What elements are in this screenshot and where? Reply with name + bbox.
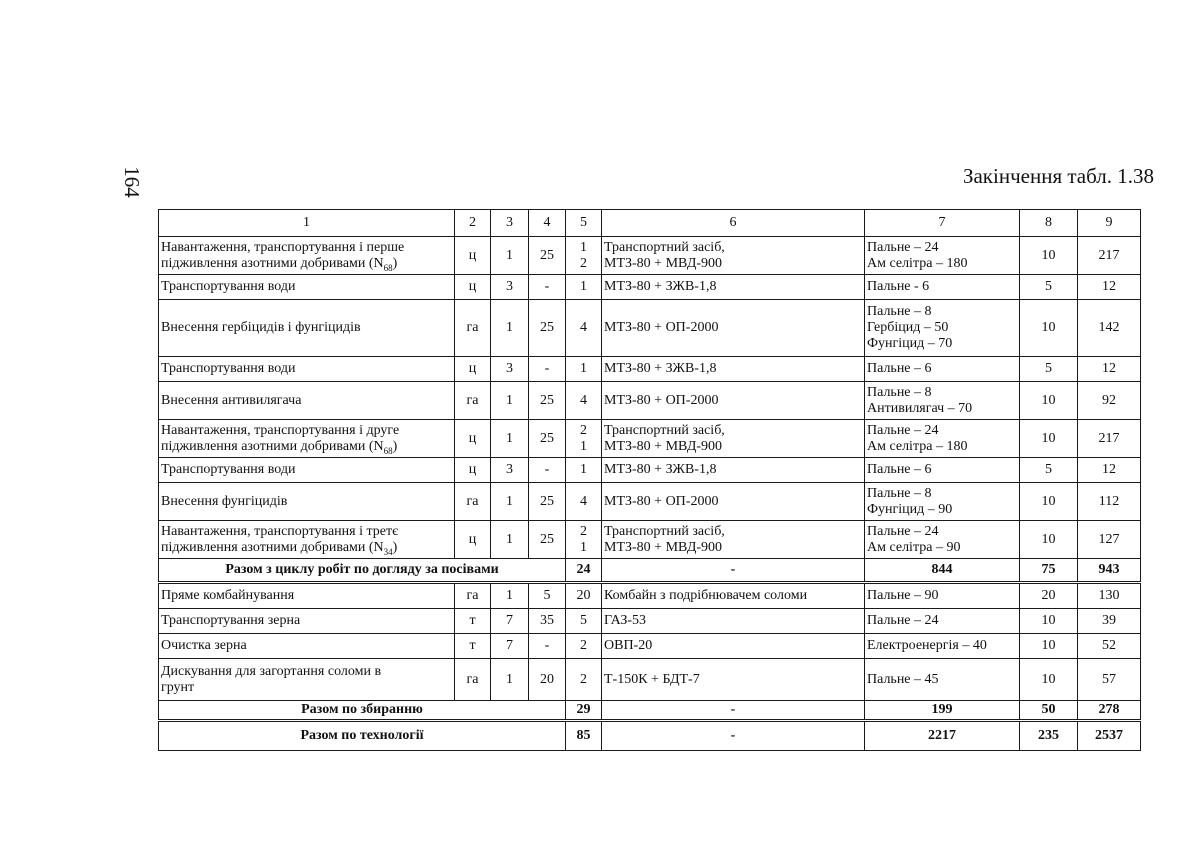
unit-cell: т — [455, 634, 491, 659]
total-label: Разом з циклу робіт по догляду за посівами — [159, 559, 566, 583]
unit-cell: ц — [455, 521, 491, 559]
total-col9: 2537 — [1078, 721, 1141, 751]
resources-cell — [865, 609, 1020, 634]
page-number: 164 — [120, 166, 144, 198]
col8-cell: 5 — [1020, 458, 1078, 483]
operation-cell — [159, 634, 455, 659]
col9-cell: 130 — [1078, 583, 1141, 609]
operation-text: підживлення азотними добривами (N — [161, 438, 384, 454]
col5-line: 1 — [580, 539, 587, 555]
operation-line: Транспортування води — [161, 361, 296, 376]
col3-cell: 7 — [491, 634, 529, 659]
col9-cell: 57 — [1078, 659, 1141, 701]
resource-line: Ам селітра – 180 — [867, 255, 968, 271]
resource-line: Пальне – 8 — [867, 384, 932, 400]
col3-cell: 1 — [491, 521, 529, 559]
resources-cell — [865, 420, 1020, 458]
resource-line: Пальне – 90 — [867, 588, 939, 603]
resource-line: Пальне – 8 — [867, 304, 932, 319]
nutrient-subscript: 68 — [383, 262, 393, 273]
unit-cell: т — [455, 609, 491, 634]
col5-cell — [566, 609, 602, 634]
machinery-cell — [602, 458, 865, 483]
col3-cell: 1 — [491, 583, 529, 609]
col3-cell: 3 — [491, 357, 529, 382]
table-row — [159, 237, 1141, 275]
grand-total-row — [159, 721, 1141, 751]
col8-cell: 10 — [1020, 300, 1078, 357]
col4-cell: 5 — [529, 583, 566, 609]
unit-cell: га — [455, 483, 491, 521]
resources-cell — [865, 458, 1020, 483]
operation-line: Внесення фунгіцидів — [161, 493, 288, 509]
total-col7: 199 — [865, 701, 1020, 721]
resource-line: Пальне – 24 — [867, 613, 939, 628]
resource-line: Ам селітра – 180 — [867, 438, 968, 454]
unit-cell: га — [455, 300, 491, 357]
col8-cell: 10 — [1020, 420, 1078, 458]
col5-line: 2 — [580, 638, 587, 653]
col4-cell: - — [529, 458, 566, 483]
machinery-line: МТЗ-80 + ЗЖВ-1,8 — [604, 279, 717, 294]
col9-cell: 127 — [1078, 521, 1141, 559]
total-col8: 50 — [1020, 701, 1078, 721]
col3-cell: 1 — [491, 659, 529, 701]
table-row — [159, 483, 1141, 521]
operation-line: Транспортування води — [161, 462, 296, 477]
col5-line: 1 — [580, 361, 587, 376]
total-col6: - — [602, 701, 865, 721]
header-cell: 5 — [566, 210, 602, 237]
operation-line: Дискування для загортання соломи в — [161, 663, 382, 679]
operation-cell — [159, 420, 455, 458]
machinery-line: Транспортний засіб, — [604, 523, 725, 539]
operation-line — [161, 680, 452, 696]
operation-cell — [159, 659, 455, 701]
col5-line: 1 — [580, 438, 587, 454]
col4-cell: 25 — [529, 483, 566, 521]
header-cell: 9 — [1078, 210, 1141, 237]
col8-cell: 10 — [1020, 521, 1078, 559]
col5-line: 2 — [580, 523, 587, 539]
resource-line: Пальне – 24 — [867, 239, 939, 255]
table-row — [159, 634, 1141, 659]
machinery-line: МТЗ-80 + ОП-2000 — [604, 392, 719, 408]
col9-cell: 142 — [1078, 300, 1141, 357]
col4-cell: 25 — [529, 237, 566, 275]
col3-cell: 7 — [491, 609, 529, 634]
resources-cell — [865, 275, 1020, 300]
nutrient-subscript: 34 — [383, 546, 393, 557]
col4-cell: - — [529, 634, 566, 659]
total-col6: - — [602, 721, 865, 751]
operation-text: грунт — [161, 679, 195, 695]
col9-cell: 39 — [1078, 609, 1141, 634]
col8-cell: 10 — [1020, 634, 1078, 659]
machinery-line: Т-150К + БДТ-7 — [604, 671, 700, 687]
resources-cell — [865, 583, 1020, 609]
header-cell: 2 — [455, 210, 491, 237]
machinery-line: Комбайн з подрібнювачем соломи — [604, 588, 808, 603]
col8-cell: 10 — [1020, 609, 1078, 634]
resource-line: Пальне – 45 — [867, 671, 939, 687]
operation-line: Транспортування води — [161, 279, 296, 294]
resources-cell — [865, 237, 1020, 275]
operation-text: підживлення азотними добривами (N — [161, 255, 384, 271]
table-row — [159, 659, 1141, 701]
total-col9: 943 — [1078, 559, 1141, 583]
operation-cell — [159, 357, 455, 382]
col4-cell: 20 — [529, 659, 566, 701]
header-cell: 3 — [491, 210, 529, 237]
machinery-cell — [602, 659, 865, 701]
operation-line: Навантаження, транспортування і третє — [161, 523, 399, 539]
col5-cell — [566, 357, 602, 382]
col8-cell: 5 — [1020, 357, 1078, 382]
col9-cell: 12 — [1078, 357, 1141, 382]
resource-line: Електроенергія – 40 — [867, 638, 987, 653]
machinery-line: МТЗ-80 + МВД-900 — [604, 255, 723, 271]
machinery-cell — [602, 300, 865, 357]
unit-cell: га — [455, 659, 491, 701]
col4-cell: 25 — [529, 420, 566, 458]
subtotal-harvest-row — [159, 701, 1141, 721]
operation-cell — [159, 382, 455, 420]
machinery-cell — [602, 357, 865, 382]
unit-cell: ц — [455, 458, 491, 483]
col9-cell: 92 — [1078, 382, 1141, 420]
col5-cell — [566, 275, 602, 300]
machinery-cell — [602, 583, 865, 609]
operation-line: Внесення гербіцидів і фунгіцидів — [161, 320, 361, 335]
total-label: Разом по збиранню — [159, 701, 566, 721]
col5-cell — [566, 483, 602, 521]
total-col9: 278 — [1078, 701, 1141, 721]
table-row — [159, 382, 1141, 420]
machinery-line: МТЗ-80 + МВД-900 — [604, 539, 723, 555]
resources-cell — [865, 634, 1020, 659]
total-col6: - — [602, 559, 865, 583]
operation-cell — [159, 609, 455, 634]
unit-cell: ц — [455, 275, 491, 300]
col5-cell — [566, 659, 602, 701]
col5-line: 1 — [580, 279, 587, 294]
col5-line: 2 — [580, 422, 587, 438]
machinery-line: Транспортний засіб, — [604, 239, 725, 255]
resource-line: Ам селітра – 90 — [867, 539, 961, 555]
table-row — [159, 420, 1141, 458]
unit-cell: га — [455, 382, 491, 420]
col9-cell: 52 — [1078, 634, 1141, 659]
col4-cell: 25 — [529, 382, 566, 420]
machinery-cell — [602, 275, 865, 300]
col5-line: 1 — [580, 462, 587, 477]
col9-cell: 12 — [1078, 458, 1141, 483]
operation-line — [161, 439, 452, 455]
resource-line: Антивилягач – 70 — [867, 400, 973, 416]
resource-line: Пальне – 24 — [867, 523, 939, 539]
machinery-cell — [602, 521, 865, 559]
col3-cell: 1 — [491, 420, 529, 458]
col5-cell — [566, 237, 602, 275]
col5-line: 20 — [576, 588, 591, 603]
header-cell: 8 — [1020, 210, 1078, 237]
technology-table — [158, 209, 1141, 751]
machinery-line: Транспортний засіб, — [604, 422, 725, 438]
operation-tail: ) — [392, 438, 398, 454]
resources-cell — [865, 483, 1020, 521]
resource-line: Гербіцид – 50 — [867, 320, 949, 335]
operation-cell — [159, 483, 455, 521]
machinery-cell — [602, 609, 865, 634]
resources-cell — [865, 300, 1020, 357]
header-cell: 6 — [602, 210, 865, 237]
col5-cell — [566, 521, 602, 559]
operation-line: Очистка зерна — [161, 638, 247, 653]
operation-line: Внесення антивилягача — [161, 392, 302, 408]
resource-line: Пальне – 6 — [867, 462, 932, 477]
operation-line: Пряме комбайнування — [161, 588, 295, 603]
machinery-cell — [602, 483, 865, 521]
resources-cell — [865, 357, 1020, 382]
total-label: Разом по технології — [159, 721, 566, 751]
col4-cell: 25 — [529, 521, 566, 559]
col8-cell: 10 — [1020, 382, 1078, 420]
header-row — [159, 210, 1141, 237]
resource-line: Фунгіцид – 70 — [867, 336, 953, 351]
col5-line: 2 — [580, 255, 587, 271]
col8-cell: 10 — [1020, 237, 1078, 275]
operation-text: підживлення азотними добривами (N — [161, 539, 384, 555]
col9-cell: 217 — [1078, 237, 1141, 275]
machinery-line: МТЗ-80 + ОП-2000 — [604, 493, 719, 509]
resources-cell — [865, 382, 1020, 420]
header-cell: 4 — [529, 210, 566, 237]
operation-cell — [159, 458, 455, 483]
total-col5: 85 — [566, 721, 602, 751]
resource-line: Пальне – 8 — [867, 485, 932, 501]
total-col8: 235 — [1020, 721, 1078, 751]
table-row — [159, 609, 1141, 634]
table-row — [159, 357, 1141, 382]
operation-tail: ) — [392, 255, 398, 271]
table-body — [159, 210, 1141, 751]
col9-cell: 217 — [1078, 420, 1141, 458]
col5-cell — [566, 458, 602, 483]
col8-cell: 20 — [1020, 583, 1078, 609]
col4-cell: - — [529, 357, 566, 382]
operation-line: Навантаження, транспортування і друге — [161, 422, 400, 438]
unit-cell: га — [455, 583, 491, 609]
table-row — [159, 583, 1141, 609]
operation-cell — [159, 237, 455, 275]
operation-cell — [159, 275, 455, 300]
table-row — [159, 458, 1141, 483]
resource-line: Пальне – 24 — [867, 422, 939, 438]
col3-cell: 1 — [491, 237, 529, 275]
table-row — [159, 521, 1141, 559]
unit-cell: ц — [455, 237, 491, 275]
resource-line: Фунгіцид – 90 — [867, 501, 953, 517]
unit-cell: ц — [455, 420, 491, 458]
operation-line — [161, 256, 452, 272]
col9-cell: 112 — [1078, 483, 1141, 521]
subtotal-care-row — [159, 559, 1141, 583]
total-col7: 2217 — [865, 721, 1020, 751]
resource-line: Пальне - 6 — [867, 279, 930, 294]
machinery-cell — [602, 237, 865, 275]
col9-cell: 12 — [1078, 275, 1141, 300]
operation-cell — [159, 583, 455, 609]
col5-cell — [566, 634, 602, 659]
operation-cell — [159, 521, 455, 559]
col5-cell — [566, 583, 602, 609]
machinery-line: МТЗ-80 + ЗЖВ-1,8 — [604, 361, 717, 376]
machinery-line: МТЗ-80 + МВД-900 — [604, 438, 723, 454]
col5-line: 2 — [580, 671, 587, 687]
total-col7: 844 — [865, 559, 1020, 583]
machinery-line: МТЗ-80 + ОП-2000 — [604, 320, 719, 335]
col5-line: 4 — [580, 493, 587, 509]
col3-cell: 1 — [491, 382, 529, 420]
machinery-cell — [602, 634, 865, 659]
table-row — [159, 300, 1141, 357]
col3-cell: 1 — [491, 300, 529, 357]
machinery-line: ГАЗ-53 — [604, 613, 647, 628]
col5-cell — [566, 420, 602, 458]
resource-line: Пальне – 6 — [867, 361, 932, 376]
col5-cell — [566, 382, 602, 420]
col5-line: 4 — [580, 320, 587, 335]
total-col5: 24 — [566, 559, 602, 583]
total-col5: 29 — [566, 701, 602, 721]
operation-line — [161, 540, 452, 556]
machinery-cell — [602, 420, 865, 458]
col3-cell: 1 — [491, 483, 529, 521]
col3-cell: 3 — [491, 275, 529, 300]
header-cell: 1 — [159, 210, 455, 237]
col8-cell: 5 — [1020, 275, 1078, 300]
machinery-line: МТЗ-80 + ЗЖВ-1,8 — [604, 462, 717, 477]
table-row — [159, 275, 1141, 300]
col5-line: 4 — [580, 392, 587, 408]
resources-cell — [865, 659, 1020, 701]
operation-line: Транспортування зерна — [161, 613, 301, 628]
operation-tail: ) — [392, 539, 398, 555]
operation-line: Навантаження, транспортування і перше — [161, 239, 405, 255]
total-col8: 75 — [1020, 559, 1078, 583]
header-cell: 7 — [865, 210, 1020, 237]
nutrient-subscript: 68 — [383, 445, 393, 456]
operation-cell — [159, 300, 455, 357]
col3-cell: 3 — [491, 458, 529, 483]
col5-line: 5 — [580, 613, 587, 628]
machinery-line: ОВП-20 — [604, 638, 653, 653]
resources-cell — [865, 521, 1020, 559]
col5-line: 1 — [580, 239, 587, 255]
col5-cell — [566, 300, 602, 357]
col8-cell: 10 — [1020, 659, 1078, 701]
col4-cell: 35 — [529, 609, 566, 634]
machinery-cell — [602, 382, 865, 420]
col4-cell: 25 — [529, 300, 566, 357]
table-caption: Закінчення табл. 1.38 — [962, 164, 1154, 188]
col8-cell: 10 — [1020, 483, 1078, 521]
unit-cell: ц — [455, 357, 491, 382]
col4-cell: - — [529, 275, 566, 300]
